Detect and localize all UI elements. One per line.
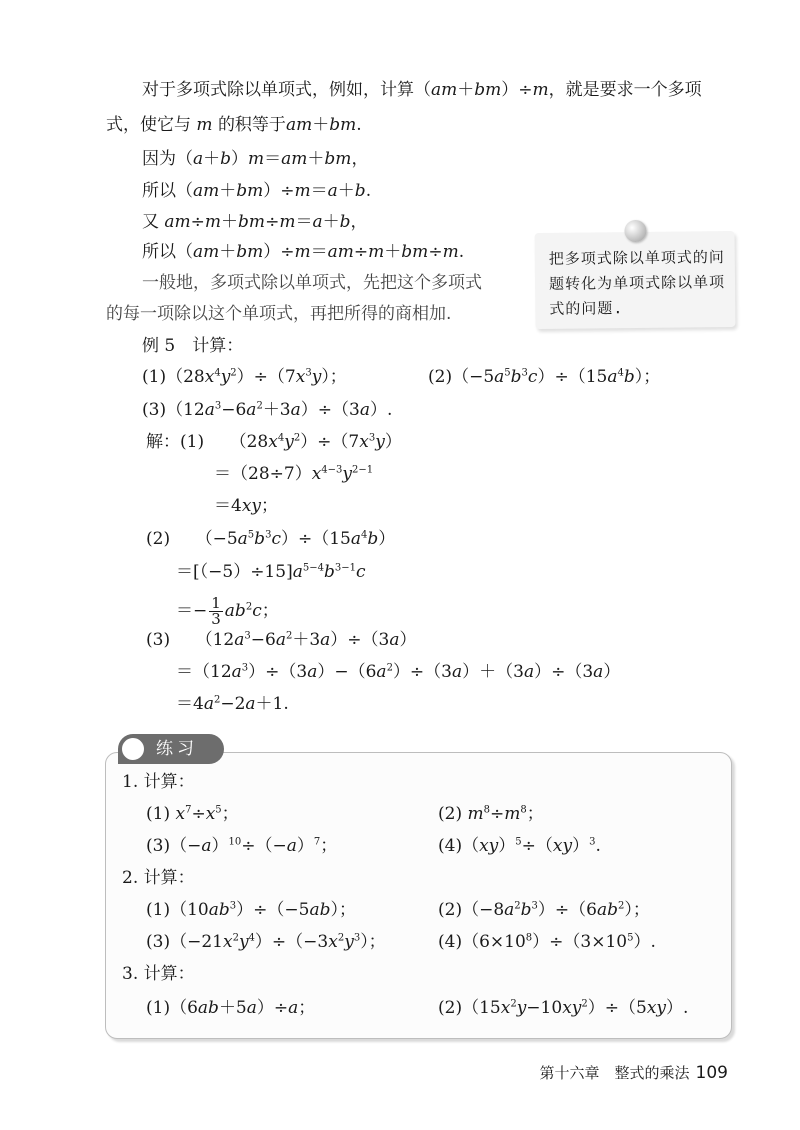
exercise-q2-2: $(2)(-8a^2b^3)\div(6ab^2)$；	[438, 900, 650, 920]
solution-2-line-1: (2) $(-5a^5b^3c)\div(15a^4b)$	[146, 529, 396, 549]
exercise-q2-4: $(4)(6\times 10^8)\div(3\times 10^5)$.	[438, 932, 656, 952]
pushpin-icon	[624, 220, 646, 242]
page-number: 109	[695, 1063, 728, 1083]
derivation-2: 所以（am＋bm）÷m＝a＋b.	[142, 181, 372, 201]
example-problem-2: $(2)(-5a^5b^3c)\div(15a^4b)$；	[428, 367, 661, 387]
solution-3-line-3: $=4a^2-2a+1$.	[176, 694, 289, 714]
exercise-q1-1: (1) $x^7\div x^5$；	[146, 804, 239, 824]
exercise-q1-title: 1. 计算：	[122, 772, 195, 792]
fraction-one-third: $\frac{1}{3}$	[211, 594, 221, 628]
example-problem-3: $(3)(12a^3-6a^2+3a)\div(3a)$.	[142, 400, 393, 420]
example-title: 例 5 计算：	[142, 336, 244, 356]
intro-line-1: 对于多项式除以单项式，例如，计算（am＋bm）÷m，就是要求一个多项	[142, 80, 702, 100]
practice-icon	[120, 736, 146, 762]
rule-line-2: 的每一项除以这个单项式，再把所得的商相加.	[106, 304, 452, 324]
exercise-q1-2: (2) $m^8\div m^8$；	[438, 804, 544, 824]
exercise-tab: 练习	[118, 734, 224, 764]
exercise-q1-3: $(3)(-a)^{10}\div(-a)^7$；	[146, 836, 338, 856]
example-problem-1: $(1)(28x^4y^2)\div(7x^3y)$；	[142, 367, 347, 387]
exercise-q2-1: $(1)(10ab^3)\div(-5ab)$；	[146, 900, 356, 920]
solution-3-line-1: (3) $(12a^3-6a^2+3a)\div(3a)$	[146, 630, 417, 650]
side-note	[535, 231, 736, 329]
solution-2-line-3: ＝− $\frac{1}{3}$ $ab^2c$；	[176, 594, 279, 628]
solution-1-line-2: $=(28\div 7)x^{4-3}y^{2-1}$	[214, 464, 374, 484]
chapter-title: 第十六章 整式的乘法	[539, 1064, 690, 1082]
rule-line-1: 一般地，多项式除以单项式，先把这个多项式	[142, 273, 482, 293]
exercise-q3-title: 3. 计算：	[122, 964, 195, 984]
derivation-3: 又 am÷m＋bm÷m＝a＋b，	[142, 212, 368, 232]
page-footer	[540, 1062, 728, 1083]
exercise-q2-title: 2. 计算：	[122, 868, 195, 888]
exercise-q3-2: $(2)(15x^2y-10xy^2)\div(5xy)$.	[438, 998, 689, 1018]
solution-3-line-2: $=(12a^3)\div(3a)-(6a^2)\div(3a)+(3a)\div(3a)$	[176, 662, 621, 682]
exercise-q2-3: $(3)(-21x^2y^4)\div(-3x^2y^3)$；	[146, 932, 386, 952]
exercise-q3-1: (1)（6ab＋5a）÷a；	[146, 998, 316, 1018]
derivation-1: 因为（a＋b）m＝am＋bm，	[142, 149, 369, 169]
intro-line-2: 式，使它与 m 的积等于am＋bm.	[106, 115, 362, 135]
exercise-q1-4: (4)（xy）$^5$÷（xy）$^3$.	[438, 836, 601, 856]
solution-1-line-3: ＝4xy；	[214, 496, 279, 516]
solution-1-line-1: 解：(1) $(28x^4y^2)\div(7x^3y)$	[146, 432, 402, 452]
derivation-4: 所以（am＋bm）÷m＝am÷m＋bm÷m.	[142, 242, 465, 262]
side-note-text: 把多项式除以单项式的问题转化为单项式除以单项式的问题.	[548, 248, 726, 318]
solution-2-line-2: $=[(-5)\div 15]a^{5-4}b^{3-1}c$	[176, 562, 366, 582]
